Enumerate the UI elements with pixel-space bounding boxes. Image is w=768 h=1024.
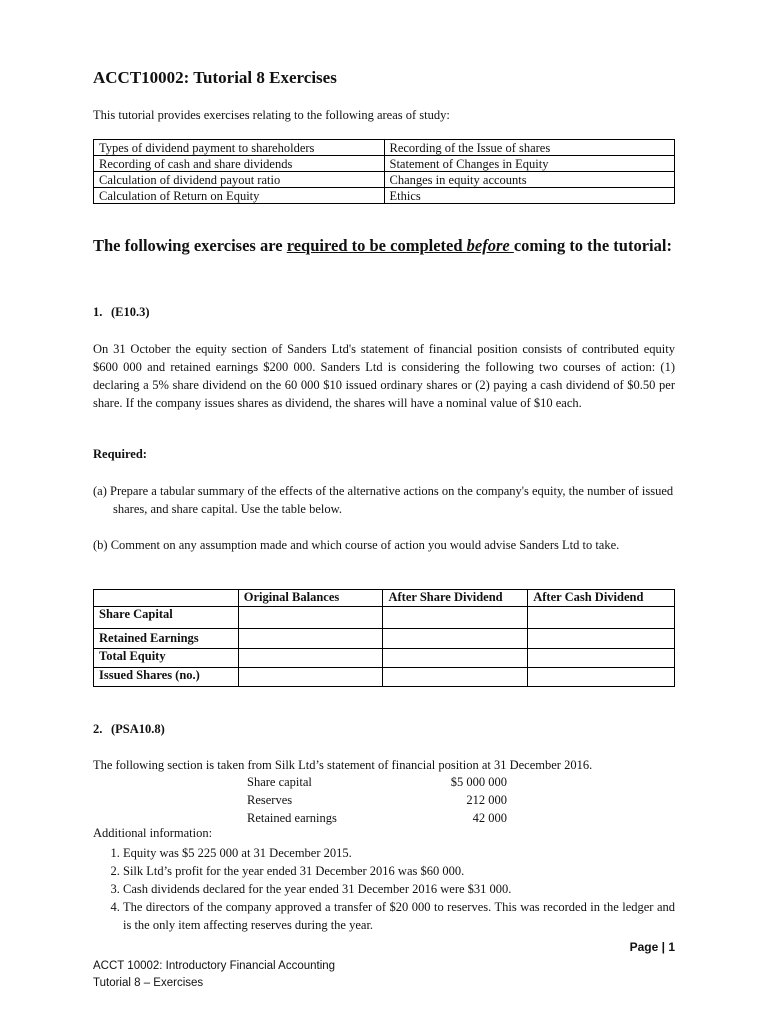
additional-info-label: Additional information: xyxy=(93,826,213,840)
empty-cell xyxy=(238,649,383,668)
empty-cell xyxy=(383,668,528,687)
additional-info-list xyxy=(93,844,675,934)
footer-line: Tutorial 8 – Exercises xyxy=(93,977,204,989)
question-number: 1. xyxy=(93,305,103,319)
table-row xyxy=(94,668,675,687)
page-title: ACCT10002: Tutorial 8 Exercises xyxy=(93,68,337,87)
section-heading xyxy=(93,235,675,256)
footer-line: ACCT 10002: Introductory Financial Accounting xyxy=(93,960,336,972)
row-label: Share Capital xyxy=(94,607,239,629)
question-code: (PSA10.8) xyxy=(111,722,165,736)
required-item-b: (b) Comment on any assumption made and which course of action you would advise Sanders Ltd to take. xyxy=(93,538,620,552)
balance-value: 42 000 xyxy=(472,811,507,825)
table-cell: Recording of cash and share dividends xyxy=(94,156,385,172)
heading-part-underlined: required to be completed xyxy=(286,236,467,255)
question-2-heading xyxy=(93,722,165,737)
required-item-a: (a) Prepare a tabular summary of the effects of the alternative actions on the company's equity, the number of issued shares, and share capital. Use the table below. xyxy=(93,484,674,516)
table-row xyxy=(94,629,675,649)
balance-value: $5 000 000 xyxy=(450,775,507,789)
intro-text: This tutorial provides exercises relating to the following areas of study: xyxy=(93,108,450,122)
table-cell: Recording of the Issue of shares xyxy=(384,140,675,156)
balance-value: 212 000 xyxy=(466,793,507,807)
empty-cell xyxy=(383,649,528,668)
balance-label: Reserves xyxy=(247,793,293,807)
row-label: Retained Earnings xyxy=(94,629,239,649)
empty-cell xyxy=(528,629,675,649)
question-number: 2. xyxy=(93,722,103,736)
list-item: 4. The directors of the company approved a transfer of $20 000 to reserves. This was recorded in the ledger and is the only item affecting reserves during the year. xyxy=(123,898,675,934)
table-row xyxy=(94,172,675,188)
table-cell: Calculation of dividend payout ratio xyxy=(94,172,385,188)
heading-part-emphasis: before xyxy=(466,236,514,255)
table-cell: Types of dividend payment to shareholders xyxy=(94,140,385,156)
empty-cell xyxy=(528,668,675,687)
list-item: 2. Silk Ltd’s profit for the year ended 31 December 2016 was $60 000. xyxy=(123,862,675,880)
empty-cell xyxy=(528,649,675,668)
table-header-cell: After Share Dividend xyxy=(383,590,528,607)
list-item: 1. Equity was $5 225 000 at 31 December 2015. xyxy=(123,844,675,862)
heading-part: coming to the tutorial: xyxy=(513,236,672,255)
page-number: Page | 1 xyxy=(629,940,675,954)
heading-part: The following exercises are xyxy=(93,236,287,255)
topics-table xyxy=(93,139,675,204)
table-row xyxy=(94,140,675,156)
row-label: Total Equity xyxy=(94,649,239,668)
question-1-text: On 31 October the equity section of Sanders Ltd's statement of financial position consists of contributed equity $600 000 and retained earnings $200 000. Sanders Ltd is considering the following two courses of action: (1) declaring a 5% share dividend on the 60 000 $10 issued ordinary shares or (2) paying a cash dividend of $0.50 per share. If the company issues shares as dividend, the shares will have a nominal value of $10 each. xyxy=(93,342,675,410)
empty-cell xyxy=(238,629,383,649)
question-1-heading xyxy=(93,305,150,320)
table-header-cell: After Cash Dividend xyxy=(528,590,675,607)
table-row xyxy=(94,188,675,204)
table-cell: Ethics xyxy=(384,188,675,204)
page-footer xyxy=(93,958,335,992)
empty-cell xyxy=(383,629,528,649)
table-row xyxy=(94,156,675,172)
question-2-text: The following section is taken from Silk Ltd’s statement of financial position at 31 December 2016. xyxy=(93,758,593,772)
table-header-cell xyxy=(94,590,239,607)
table-row xyxy=(94,649,675,668)
empty-cell xyxy=(238,668,383,687)
table-cell: Changes in equity accounts xyxy=(384,172,675,188)
balance-label: Share capital xyxy=(247,775,312,789)
required-label: Required: xyxy=(93,447,147,461)
table-cell: Calculation of Return on Equity xyxy=(94,188,385,204)
question-code: (E10.3) xyxy=(111,305,150,319)
empty-cell xyxy=(383,607,528,629)
empty-cell xyxy=(238,607,383,629)
list-item: 3. Cash dividends declared for the year ended 31 December 2016 were $31 000. xyxy=(123,880,675,898)
table-cell: Statement of Changes in Equity xyxy=(384,156,675,172)
empty-cell xyxy=(528,607,675,629)
balance-label: Retained earnings xyxy=(247,811,337,825)
table-row xyxy=(94,607,675,629)
row-label: Issued Shares (no.) xyxy=(94,668,239,687)
table-header-cell: Original Balances xyxy=(238,590,383,607)
table-header-row xyxy=(94,590,675,607)
effects-table xyxy=(93,589,675,687)
